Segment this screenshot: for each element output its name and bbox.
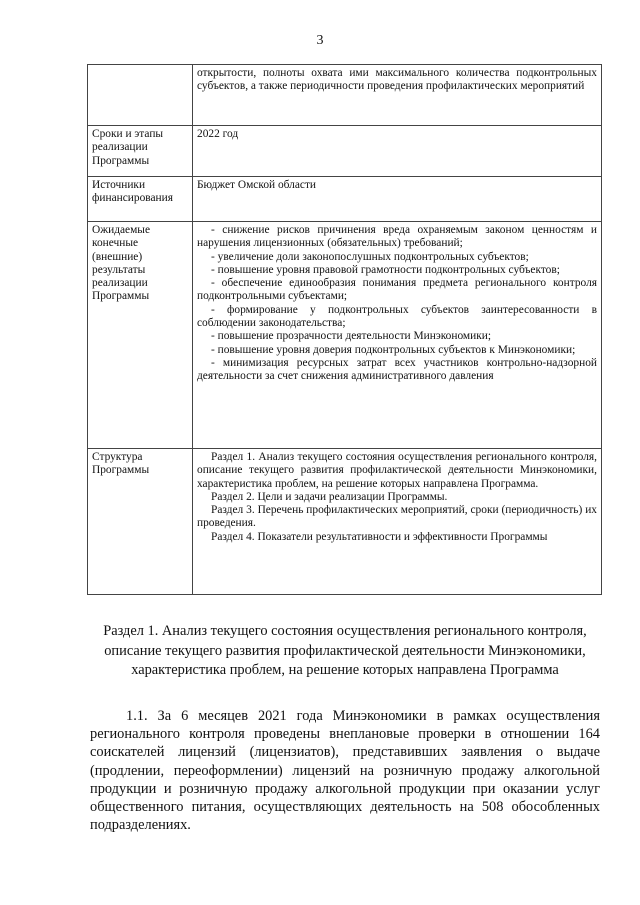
- row-label: Источники финансирования: [88, 177, 193, 222]
- result-item: - повышение прозрачности деятельности Минэкономики;: [211, 330, 492, 343]
- continuation-text: открытости, полноты охвата ими максимального количества подконтрольных субъектов, а также периодичности проведения профилактических мероприятий: [197, 67, 597, 93]
- structure-item: Раздел 1. Анализ текущего состояния осуществления регионального контроля, описание текущего развития профилактической деятельности Минэкономики, характеристика проблем, на решение которых направлена Программа.: [197, 451, 597, 490]
- body-text: [90, 707, 600, 834]
- structure-item: Раздел 4. Показатели результативности и эффективности Программы: [211, 530, 548, 543]
- table-row: [88, 65, 602, 126]
- result-item: - обеспечение единообразия понимания предмета регионального контроля подконтрольными субъектами;: [197, 277, 597, 303]
- result-item: - повышение уровня правовой грамотности подконтрольных субъектов;: [211, 263, 560, 276]
- table-row: [88, 222, 602, 449]
- paragraph: 1.1. За 6 месяцев 2021 года Минэкономики в рамках осуществления регионального контроля проведены внеплановые проверки в отношении 164 соискателей лицензий (лицензиатов), представивших заявления о выдаче (продлении, переоформлении) лицензий на розничную продажу алкогольной продукции и розничную продажу алкогольной продукции при оказании услуг общественного питания, осуществляющих деятельность на 508 обособленных подразделениях.: [90, 708, 600, 834]
- structure-item: Раздел 2. Цели и задачи реализации Программы.: [211, 490, 448, 503]
- result-item: - снижение рисков причинения вреда охраняемым законом ценностям и нарушения лицензионных (обязательных) требований;: [197, 224, 597, 250]
- result-item: - увеличение доли законопослушных подконтрольных субъектов;: [211, 250, 529, 263]
- table-row: [88, 449, 602, 595]
- page-number: 3: [316, 33, 324, 48]
- result-item: - повышение уровня доверия подконтрольных субъектов к Минэкономики;: [211, 343, 576, 356]
- row-label: [88, 65, 193, 126]
- row-label: Структура Программы: [88, 449, 193, 595]
- result-item: - формирование у подконтрольных субъектов заинтересованности в соблюдении законодательства;: [197, 303, 597, 330]
- table-row: [88, 177, 602, 222]
- row-content: Бюджет Омской области: [193, 177, 602, 222]
- structure-item: Раздел 3. Перечень профилактических мероприятий, сроки (периодичность) их проведения.: [197, 504, 597, 530]
- program-passport-table: [87, 64, 602, 595]
- table-row: [88, 126, 602, 177]
- row-content: [193, 222, 602, 449]
- row-content: [193, 65, 602, 126]
- row-label: Ожидаемые конечные (внешние) результаты реализации Программы: [88, 222, 193, 449]
- row-content: [193, 449, 602, 595]
- row-label: Сроки и этапы реализации Программы: [88, 126, 193, 177]
- section-heading: Раздел 1. Анализ текущего состояния осуществления регионального контроля, описание текущего развития профилактической деятельности Минэкономики, характеристика проблем, на решение которых направлена Программа: [103, 623, 587, 678]
- row-content: 2022 год: [193, 126, 602, 177]
- result-item: - минимизация ресурсных затрат всех участников контрольно-надзорной деятельности за счет снижения административного давления: [197, 356, 597, 383]
